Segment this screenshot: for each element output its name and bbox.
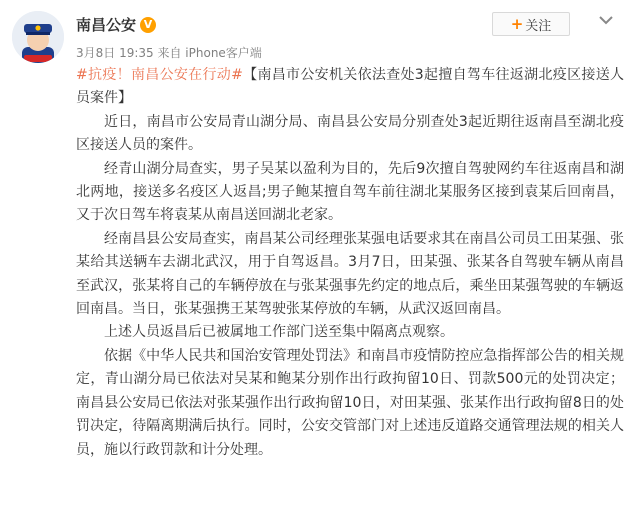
post-content [76,64,624,462]
post-meta: 3月8日 19:35 来自 iPhone客户端 [76,46,262,60]
follow-button[interactable] [492,12,570,36]
topic-link[interactable]: #抗疫！南昌公安在行动# [76,67,243,83]
post-headline-block [76,64,624,111]
paragraph-2: 经青山湖分局查实，男子吴某以盈利为目的，先后9次擅自驾驶网约车往返南昌和湖北两地，接送多名疫区人返昌;男子鲍某擅自驾车前往湖北某服务区接到袁某后回南昌，又于次日驾车将袁某从南昌送回湖北老家。 [76,160,624,224]
paragraph-3: 经南昌县公安局查实，南昌某公司经理张某强电话要求其在南昌公司员工田某强、张某给其送辆车去湖北武汉，用于自驾返昌。3月7日，田某强、张某各自驾驶车辆从南昌至武汉，张某将自己的车辆停放在与张某强事先约定的地点后，乘坐田某强驾驶的车辆返回南昌。当日，张某强携王某驾驶张某停放的车辆，从武汉返回南昌。 [76,230,624,318]
verified-icon: V [140,17,156,33]
paragraph-1: 近日，南昌市公安局青山湖分局、南昌县公安局分别查处3起近期往返南昌至湖北疫区接送人员的案件。 [76,113,624,154]
avatar[interactable] [12,11,64,63]
follow-label: 关注 [525,18,552,34]
account-name-text[interactable]: 南昌公安 [76,16,137,34]
paragraph-5: 依据《中华人民共和国治安管理处罚法》和南昌市疫情防控应急指挥部公告的相关规定，青山湖分局已依法对吴某和鲍某分别作出行政拘留10日、罚款500元的处罚决定；南昌县公安局已依法对张某强作出行政拘留10日，对田某强、张某作出行政拘留8日的处罚决定，待隔离期满后执行。同时，公安交管部门对上述违反道路交通管理法规的相关人员，施以行政罚款和计分处理。 [76,347,624,458]
chevron-down-icon[interactable] [596,12,616,28]
account-name[interactable] [76,14,156,35]
paragraph-4: 上述人员返昌后已被属地工作部门送至集中隔离点观察。 [104,324,454,341]
post-headline: 【南昌市公安机关依法查处3起擅自驾车往返湖北疫区接送人员案件】 [76,67,624,107]
plus-icon: + [510,15,524,33]
police-avatar-icon [12,11,64,63]
